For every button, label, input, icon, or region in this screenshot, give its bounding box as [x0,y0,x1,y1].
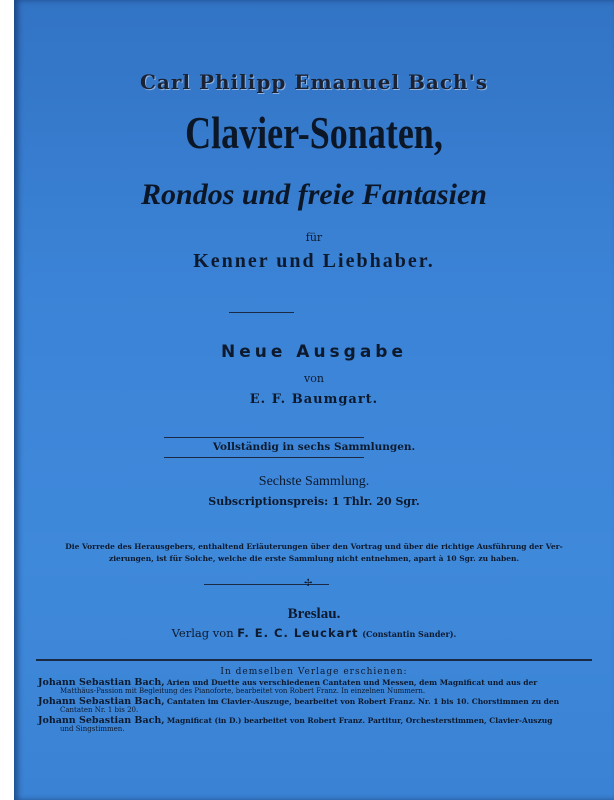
catalogue-item [38,717,598,733]
main-title: Clavier-Sonaten, [185,108,443,158]
von-label: von [304,372,324,385]
collection: Sechste Sammlung. [258,474,370,489]
publisher-owner: (Constantin Sander). [362,629,457,639]
title-page [14,0,614,800]
item-continuation: Cantaten Nr. 1 bis 20. [60,706,139,714]
price: Subscriptionspreis: 1 Thlr. 20 Sgr. [208,495,420,508]
item-continuation: Matthäus-Passion mit Begleitung des Pianoforte, bearbeitet von Robert Franz. In einzelnen Nummern. [60,687,426,695]
subtitle: Rondos und freie Fantasien [141,178,487,211]
edition: Neue Ausgabe [220,342,408,362]
note-line: zierungen, ist für Solche, welche die erste Sammlung nicht entnehmen, apart à 10 Sgr. zu haben. [108,554,520,563]
publisher: F. E. C. Leuckart [237,626,359,640]
catalogue-item [38,698,598,714]
publisher-line [14,626,614,640]
catalogue-list [38,679,598,736]
item-continuation: und Singstimmen. [60,725,125,733]
catalogue-heading: In demselben Verlage erschienen: [220,667,408,677]
composer-name: Carl Philipp Emanuel Bach's [140,70,488,94]
divider [164,437,364,438]
editor: E. F. Baumgart. [249,392,379,407]
divider [164,457,364,458]
divider [229,312,294,313]
note-line: Die Vorrede des Herausgebers, enthaltend Erläuterungen über den Vortrag und über die richtige Ausführung der Ver- [65,542,563,551]
fuer-label: für [305,231,323,244]
item-author: Johann Sebastian Bach, [38,715,165,726]
catalogue-item [38,679,598,695]
preface-note [34,541,594,565]
ornament: ✢ [304,578,313,589]
item-author: Johann Sebastian Bach, [38,677,165,688]
city: Breslau. [287,606,341,622]
divider [36,659,592,661]
item-text: Magnificat (in D.) bearbeitet von Robert Franz. Partitur, Orchesterstimmen, Clavier-Auszug [166,716,553,725]
item-author: Johann Sebastian Bach, [38,696,165,707]
publisher-prefix: Verlag von [171,626,234,640]
audience: Kenner und Liebhaber. [193,250,435,272]
item-text: Arien und Duette aus verschiedenen Cantaten und Messen, dem Magnificat und aus der [166,678,538,687]
item-text: Cantaten im Clavier-Auszuge, bearbeitet von Robert Franz. Nr. 1 bis 10. Chorstimmen zu den [166,697,560,706]
completeness: Vollständig in sechs Sammlungen. [212,441,416,453]
